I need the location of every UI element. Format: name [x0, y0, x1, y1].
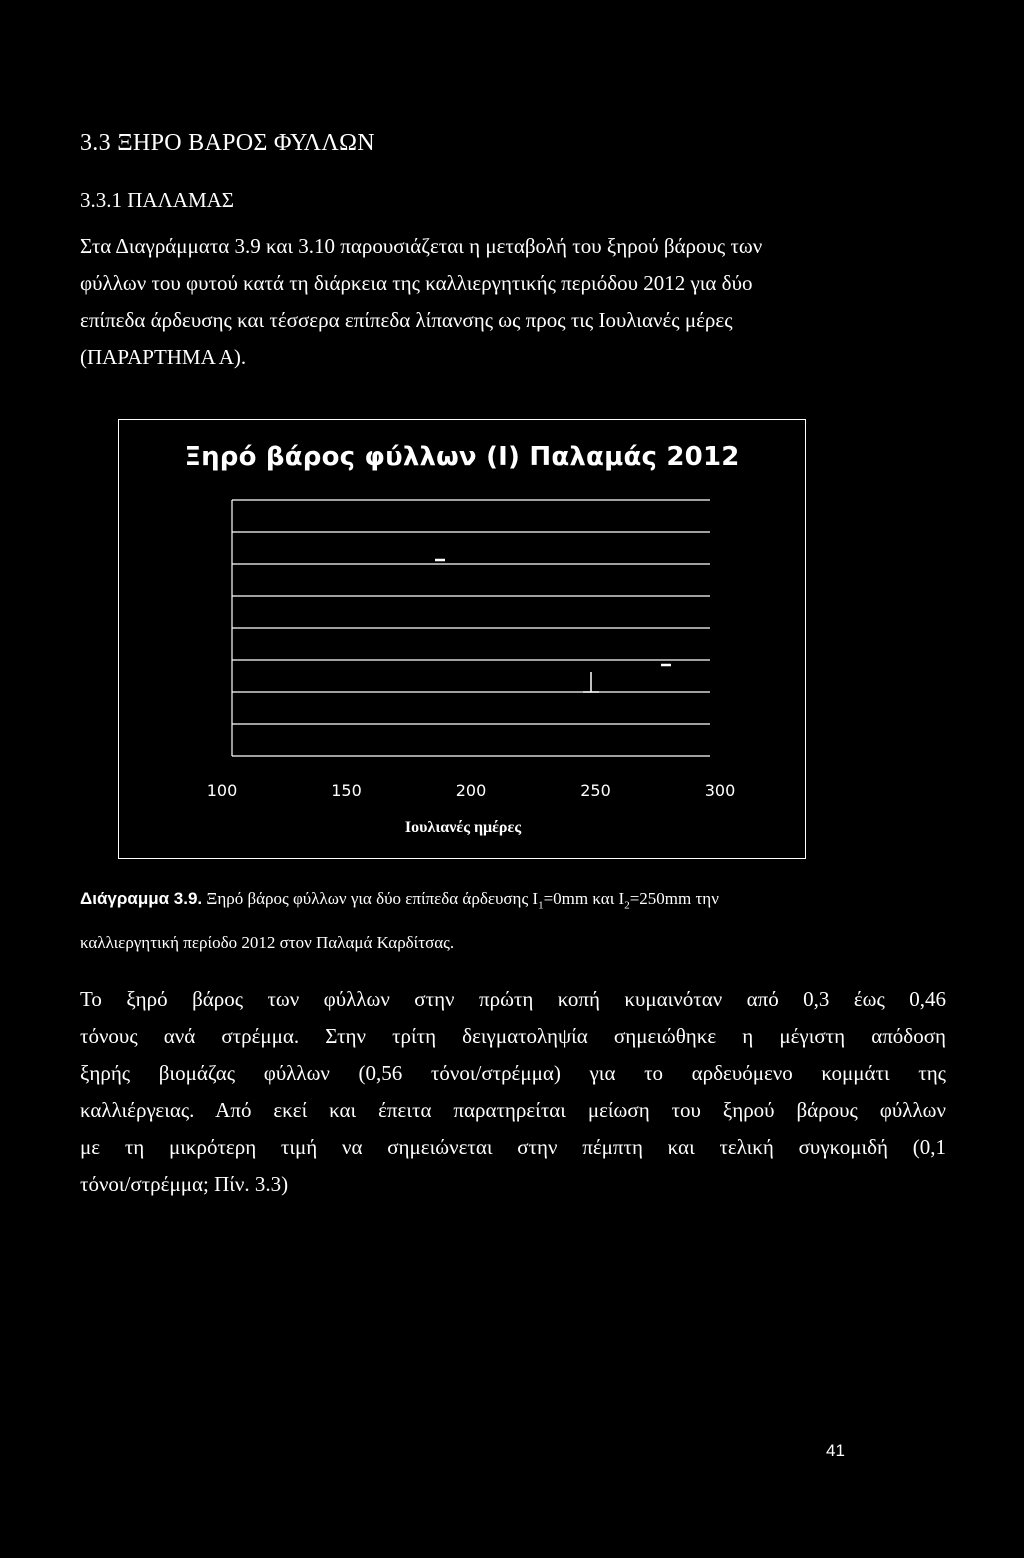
chart-plot	[119, 420, 807, 860]
chart-x-axis-label: Ιουλιανές ημέρες	[404, 819, 522, 836]
intro-line: επίπεδα άρδευσης και τέσσερα επίπεδα λίπανσης ως προς τις Ιουλιανές μέρες	[80, 308, 733, 332]
body-line: καλλιέργειας. Από εκεί και έπειτα παρατηρείται μείωση του ξηρού βάρους φύλλων	[80, 1098, 946, 1122]
caption-sub: 1	[538, 899, 544, 912]
caption-sub: 2	[624, 899, 630, 912]
chart-frame	[118, 419, 806, 859]
caption-line-2: καλλιεργητική περίοδο 2012 στον Παλαμά Καρδίτσας.	[80, 933, 455, 953]
chart-marks	[435, 560, 671, 692]
chart-title: Ξηρό βάρος φύλλων (Ι) Παλαμάς 2012	[184, 442, 740, 472]
body-line: με τη μικρότερη τιμή να σημειώνεται στην πέμπτη και τελική συγκομιδή (0,1	[80, 1135, 946, 1159]
caption-text: =250mm την	[629, 889, 719, 908]
caption-label: Διάγραμμα 3.9.	[80, 889, 203, 908]
body-paragraph	[80, 981, 946, 1203]
intro-line: (ΠΑΡΑΡΤΗΜΑ Α).	[80, 345, 247, 369]
caption-text: =0mm και I	[543, 889, 625, 908]
intro-line: φύλλων του φυτού κατά τη διάρκεια της καλλιεργητικής περιόδου 2012 για δύο	[80, 271, 753, 295]
caption-text: Ξηρό βάρος φύλλων για δύο επίπεδα άρδευσης I	[202, 889, 539, 908]
chart-x-tick-label: 300	[704, 781, 736, 800]
figure-caption	[80, 880, 719, 962]
intro-line: Στα Διαγράμματα 3.9 και 3.10 παρουσιάζεται η μεταβολή του ξηρού βάρους των	[80, 234, 763, 258]
chart-x-tick-label: 250	[580, 781, 611, 800]
chart-gridlines	[232, 500, 710, 756]
intro-paragraph	[80, 228, 946, 376]
section-heading: 3.3 ΞΗΡΟ ΒΑΡΟΣ ΦΥΛΛΩΝ	[80, 130, 375, 156]
chart-x-tick-label: 150	[331, 781, 362, 800]
subsection-heading: 3.3.1 ΠΑΛΑΜΑΣ	[80, 188, 235, 212]
chart-x-ticks	[207, 781, 736, 800]
body-line: τόνοι/στρέμμα; Πίν. 3.3)	[80, 1172, 289, 1196]
chart-x-tick-label: 100	[206, 781, 238, 800]
body-line: Το ξηρό βάρος των φύλλων στην πρώτη κοπή κυμαινόταν από 0,3 έως 0,46	[80, 987, 946, 1011]
body-line: τόνους ανά στρέμμα. Στην τρίτη δειγματοληψία σημειώθηκε η μέγιστη απόδοση	[80, 1024, 946, 1048]
caption-line-1	[80, 880, 719, 924]
chart-x-tick-label: 200	[455, 781, 487, 800]
page-number: 41	[826, 1441, 845, 1460]
body-line: ξηρής βιομάζας φύλλων (0,56 τόνοι/στρέμμα) για το αρδευόμενο κομμάτι της	[80, 1061, 946, 1085]
